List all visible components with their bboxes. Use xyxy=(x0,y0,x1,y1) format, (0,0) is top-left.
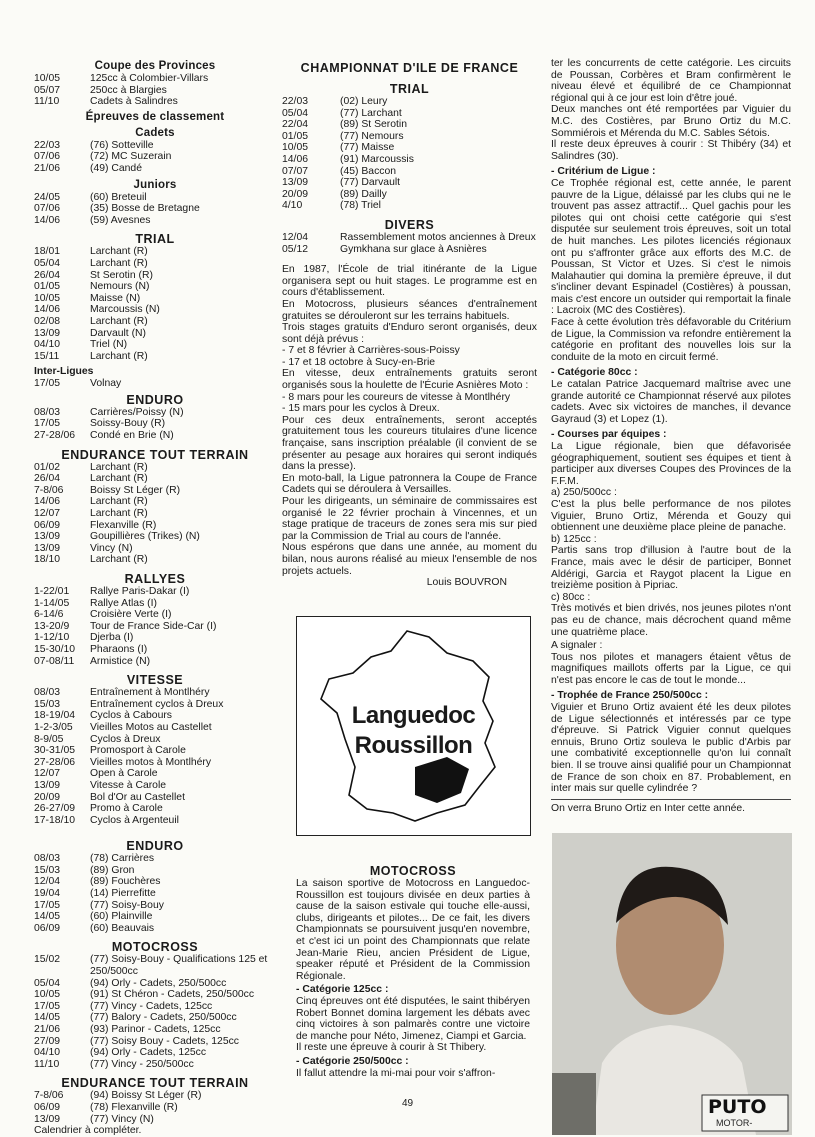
event-name: Larchant (R) xyxy=(90,508,148,520)
schedule-list xyxy=(34,407,276,442)
event-date: 01/05 xyxy=(34,281,61,293)
section-title: ENDURO xyxy=(126,392,184,407)
event-name: (78) Flexanville (R) xyxy=(90,1101,178,1113)
schedule-row xyxy=(34,485,276,497)
event-date: 8-9/05 xyxy=(34,733,64,745)
section-title: TRIAL xyxy=(135,232,175,247)
schedule-row xyxy=(34,339,276,351)
schedule-row xyxy=(34,621,276,633)
paragraph: Pour les dirigeants, un séminaire de commissaires est organisé le 22 février prochain à Vincennes, et un stage pratique de traceurs de zones sera mis sur pied par la Commission de Trial au cours de l'année. xyxy=(282,496,537,542)
schedule-row xyxy=(34,598,276,610)
event-name: Vieilles motos à Montlhéry xyxy=(90,756,212,768)
event-name: (78) Carrières xyxy=(90,853,155,865)
event-name: (45) Baccon xyxy=(340,165,397,177)
event-name: (94) Orly - Cadets, 125cc xyxy=(90,1047,207,1059)
event-name: Vieilles Motos au Castellet xyxy=(90,721,212,733)
event-date: 10/05 xyxy=(34,989,61,1001)
schedule-row xyxy=(34,270,276,282)
schedule-row xyxy=(34,722,276,734)
schedule-row xyxy=(34,554,276,566)
event-name: (94) Orly - Cadets, 250/500cc xyxy=(90,977,227,989)
schedule-row xyxy=(282,166,537,178)
event-name: Armistice (N) xyxy=(90,655,151,667)
schedule-row xyxy=(34,1114,276,1126)
event-date: 14/06 xyxy=(282,153,309,165)
event-date: 21/06 xyxy=(34,162,61,174)
event-date: 27/09 xyxy=(34,1035,61,1047)
event-name: (77) Nemours xyxy=(340,130,404,142)
schedule-row xyxy=(34,989,276,1001)
event-name: (77) Soisy-Bouy xyxy=(90,899,164,911)
paragraph: Nous espérons que dans une année, au moment du bilan, nous aurons réalisé au mieux l'ensemble de nos projets actuels. xyxy=(282,542,537,577)
event-name: Rassemblement motos anciennes à Dreux xyxy=(340,231,536,243)
schedule-row xyxy=(34,656,276,668)
event-name: (91) St Chéron - Cadets, 250/500cc xyxy=(90,989,255,1001)
schedule-row xyxy=(34,304,276,316)
schedule-row xyxy=(34,140,276,152)
event-name: (49) Candé xyxy=(90,162,142,174)
schedule-row xyxy=(34,632,276,644)
signature: Louis BOUVRON xyxy=(426,577,507,589)
schedule-row xyxy=(282,189,537,201)
schedule-row xyxy=(34,1012,276,1024)
schedule-row xyxy=(34,73,276,85)
event-name: (59) Avesnes xyxy=(90,214,151,226)
photo-caption: On verra Bruno Ortiz en Inter cette année. xyxy=(551,802,746,814)
rider-portrait-icon xyxy=(552,833,792,1135)
event-name: Rallye Atlas (I) xyxy=(90,597,157,609)
section-title: Coupe des Provinces xyxy=(94,60,216,72)
schedule-row xyxy=(282,96,537,108)
paragraph: - 8 mars pour les coureurs de vitesse à Montlhéry xyxy=(282,391,511,403)
schedule-row xyxy=(34,900,276,912)
event-date: 14/06 xyxy=(34,304,61,316)
event-name: Rallye Paris-Dakar (I) xyxy=(90,586,190,597)
event-date: 04/10 xyxy=(34,1047,61,1059)
schedule-row xyxy=(34,281,276,293)
event-date: 07/06 xyxy=(34,151,61,163)
event-name: Carrières/Poissy (N) xyxy=(90,406,184,418)
schedule-row xyxy=(34,378,276,390)
event-name: St Serotin (R) xyxy=(90,269,153,281)
schedule-row xyxy=(34,1024,276,1036)
rider-photo: PUTO MOTOR- xyxy=(552,833,792,1135)
schedule-row xyxy=(282,142,537,154)
section-title: VITESSE xyxy=(126,673,184,688)
schedule-row xyxy=(34,203,276,215)
event-name: 125cc à Colombier-Villars xyxy=(90,73,209,84)
schedule-row xyxy=(34,586,276,598)
event-name: Entraînement à Montlhéry xyxy=(90,687,210,699)
event-name: (77) Vincy - Cadets, 125cc xyxy=(90,1000,213,1012)
schedule-row xyxy=(34,1059,276,1071)
event-date: 27-28/06 xyxy=(34,756,76,768)
event-name: (89) Fouchères xyxy=(90,876,161,888)
schedule-row xyxy=(282,131,537,143)
event-date: 22/04 xyxy=(282,119,309,131)
event-name: Tour de France Side-Car (I) xyxy=(90,620,217,632)
section-title: Cadets xyxy=(135,126,175,139)
event-date: 1-12/10 xyxy=(34,632,70,644)
schedule-row xyxy=(282,244,537,256)
event-name: (77) Balory - Cadets, 250/500cc xyxy=(90,1012,237,1024)
schedule-row xyxy=(34,328,276,340)
section-title: Épreuves de classement xyxy=(85,110,225,123)
event-date: 13/09 xyxy=(34,531,61,543)
event-date: 4/10 xyxy=(282,200,303,212)
event-date: 08/03 xyxy=(34,687,61,699)
section-title: ENDURANCE TOUT TERRAIN xyxy=(61,1076,249,1091)
body-text xyxy=(282,264,537,577)
event-date: 05/07 xyxy=(34,84,61,96)
schedule-row xyxy=(34,768,276,780)
schedule-list xyxy=(282,232,537,255)
schedule-row xyxy=(34,911,276,923)
event-date: 1-22/01 xyxy=(34,586,70,597)
event-name: (14) Pierrefitte xyxy=(90,888,156,900)
schedule-row xyxy=(34,163,276,175)
event-date: 10/05 xyxy=(282,142,309,154)
schedule-row xyxy=(34,644,276,656)
event-date: 1-14/05 xyxy=(34,597,70,609)
event-name: Cyclos à Argenteuil xyxy=(90,814,179,826)
event-date: 27-28/06 xyxy=(34,430,76,442)
event-date: 15-30/10 xyxy=(34,643,76,655)
languedoc-column: ter les concurrents de cette catégorie. Les circuits de Poussan, Corbères et Bram confirmèrent le niveau élevé et équilibré de ce Championnat régional qui à ce jour est loin d'être joué. Deux manches ont été remportées par Viguier du M.C. des Costières, par Bruno Ortiz du M.C. Sommiérois et Mérenda du M.C. Sables Sétois. Il reste deux épreuves à courir : St Thibéry (34) et Salindres (30). - Critérium de Ligue : Ce Trophée régional est, cette année, le parent pauvre de la Ligue, délaissé par les clubs qui ne le trouvent pas assez attractif... Quel gachis pour les pilotes qui ont choisi cette catégorie qui s'est disputée sur seulement trois épreuves, soit un total de huit manches. Les pilotes licenciés régionaux ont pu s'affronter grâce aux efforts des M.C. de Poussan, St Victor et Uzes. Si c'est le nimois Malahautier qui domina la première épreuve, il dut s'incliner devant Espinadel (Costières) à poussan, mais c'est encore un outsider qui remportait la finale : Lacroix (MC des Costières). Face à cette évolution très défavorable du Critérium de Ligue, la Commission va refondre entièrement la catégorie en profitant des nouvelles lois sur la conduite de la moto en circuit fermé. - Catégorie 80cc : Le catalan Patrice Jacquemard maîtrise avec une grande autorité ce Championnat réservé aux pilotes cadets. Avec six victoires de manches, il devance Gayraud (3) et Lopez (1). - Courses par équipes : La Ligue régionale, bien que défavorisée géographiquement, soutient ses équipes et tient à participer aux diverses Coupes des Provinces de la F.F.M. a) 250/500cc : C'est la plus belle performance de nos pilotes Viguier, Bruno Ortiz, Mérenda et Gouzy qui obtiennent une deuxième place pleine de panache. b) 125cc : Partis sans trop d'illusion à l'autre bout de la France, mais avec le désir de participer, Bonnet Aldérigi, Garcia et Raygot placent la Ligue en treizième position à Pipriac. c) 80cc : Très motivés et bien drivés, nos jeunes pilotes n'ont pas eu de chance, mais décrochent quand même une quatrième place. A signaler : Tous nos pilotes et managers étaient vêtus de magnifiques maillots offerts par la Ligue, ce qui n'est pas encore le cas de tout le monde... - Trophée de France 250/500cc : Viguier et Bruno Ortiz avaient été les deux pilotes de Ligue sélectionnés et intéressés par ce type d'épreuve. Si Patrick Viguier connut quelques ennuis, Bruno Ortiz souleva le public d'Arbis par une combativité exceptionnelle qu'on lui connaît bien. Il se trouve ainsi qualifié pour un Championnat de France de son choix en 87. Probablement, en inter mais sur quelle cylindrée ? On verra Bruno Ortiz en Inter cette année. xyxy=(551,58,791,814)
event-name: Maisse (N) xyxy=(90,292,141,304)
event-date: 05/12 xyxy=(282,243,309,255)
event-name: (60) Breteuil xyxy=(90,191,147,203)
schedule-row xyxy=(34,978,276,990)
event-date: 06/09 xyxy=(34,922,61,934)
event-date: 22/03 xyxy=(34,139,61,151)
schedule-row xyxy=(34,246,276,258)
paragraph: - 15 mars pour les cyclos à Dreux. xyxy=(282,403,440,415)
event-date: 13-20/9 xyxy=(34,620,70,632)
schedule-row xyxy=(34,815,276,827)
paragraph: En vitesse, deux entraînements gratuits seront organisés sous la houlette de l'Écurie Asnières Moto : xyxy=(282,368,537,392)
event-name: (77) Vincy - 250/500cc xyxy=(90,1058,194,1070)
schedule-row xyxy=(282,232,537,244)
event-name: (60) Beauvais xyxy=(90,922,155,934)
event-date: 26/04 xyxy=(34,269,61,281)
schedule-row xyxy=(34,316,276,328)
schedule-row xyxy=(34,780,276,792)
section-title: Juniors xyxy=(133,178,177,191)
event-name: (76) Sotteville xyxy=(90,139,154,151)
event-name: Vincy (N) xyxy=(90,542,133,554)
event-date: 14/05 xyxy=(34,911,61,923)
schedule-row xyxy=(34,418,276,430)
event-name: Bol d'Or au Castellet xyxy=(90,791,185,803)
schedule-row xyxy=(34,85,276,97)
paragraph: Pour ces deux entraînements, seront acceptés gratuitement tous les coureurs titulaires d'une licence française, sans inscription préalable (il convient de se présenter au pesage aux horaires qui seront indiqués dans la presse). xyxy=(282,414,537,473)
schedule-row xyxy=(34,1001,276,1013)
event-name: (72) MC Suzerain xyxy=(90,151,172,163)
event-name: (89) Gron xyxy=(90,864,135,876)
paragraph: Trois stages gratuits d'Enduro seront organisés, deux sont déjà prévus : xyxy=(282,322,537,345)
event-name: Larchant (R) xyxy=(90,315,148,327)
event-date: 07/06 xyxy=(34,203,61,215)
event-date: 11/10 xyxy=(34,96,60,108)
event-date: 01/02 xyxy=(34,461,61,473)
section-title: RALLYES xyxy=(124,572,186,586)
footer-note: Calendrier à compléter. xyxy=(34,1125,142,1137)
event-name: (77) Vincy (N) xyxy=(90,1113,154,1125)
event-name: Volnay xyxy=(90,378,122,390)
schedule-row xyxy=(34,531,276,543)
schedule-list xyxy=(282,96,537,212)
event-date: 06/09 xyxy=(34,519,61,531)
schedule-row xyxy=(34,865,276,877)
schedule-row xyxy=(34,1047,276,1059)
event-date: 21/06 xyxy=(34,1024,61,1035)
event-name: (93) Parinor - Cadets, 125cc xyxy=(90,1024,221,1035)
section-title: DIVERS xyxy=(384,217,435,232)
schedule-row xyxy=(34,462,276,474)
schedule-list xyxy=(34,73,276,108)
schedule-list xyxy=(34,954,276,1070)
event-name: Croisière Verte (I) xyxy=(90,609,172,621)
event-date: 12/04 xyxy=(34,876,61,888)
schedule-row xyxy=(34,430,276,442)
event-date: 20/09 xyxy=(34,791,61,803)
event-name: Cyclos à Cabours xyxy=(90,710,173,722)
page-number: 49 xyxy=(401,1098,414,1109)
event-date: 18/10 xyxy=(34,554,61,566)
event-date: 04/10 xyxy=(34,339,61,351)
schedule-list xyxy=(34,853,276,934)
schedule-row xyxy=(34,192,276,204)
event-date: 01/05 xyxy=(282,130,309,142)
schedule-row xyxy=(282,200,537,212)
schedule-row xyxy=(34,757,276,769)
event-name: (94) Boissy St Léger (R) xyxy=(90,1090,202,1102)
schedule-row xyxy=(34,520,276,532)
event-name: Goupillières (Trikes) (N) xyxy=(90,531,200,543)
schedule-row xyxy=(34,96,276,108)
event-name: Darvault (N) xyxy=(90,327,147,339)
event-name: (35) Bosse de Bretagne xyxy=(90,203,200,215)
event-date: 12/07 xyxy=(34,768,61,780)
event-date: 18/01 xyxy=(34,246,61,258)
schedule-row xyxy=(34,496,276,508)
schedule-row xyxy=(282,177,537,189)
event-date: 02/08 xyxy=(34,315,61,327)
schedule-row xyxy=(34,853,276,865)
section-title: Inter-Ligues xyxy=(34,366,94,378)
event-date: 30-31/05 xyxy=(34,745,76,757)
schedule-row xyxy=(34,258,276,270)
event-date: 12/04 xyxy=(282,231,309,243)
region-map-logo xyxy=(296,616,531,836)
ile-de-france-column xyxy=(282,62,537,589)
schedule-row xyxy=(34,803,276,815)
event-date: 26/04 xyxy=(34,473,61,485)
event-name: (89) Dailly xyxy=(340,188,387,200)
schedule-list xyxy=(34,462,276,566)
event-name: Gymkhana sur glace à Asnières xyxy=(340,243,487,255)
schedule-row xyxy=(34,151,276,163)
event-name: Promosport à Carole xyxy=(90,745,186,757)
schedule-row xyxy=(34,293,276,305)
event-date: 10/05 xyxy=(34,73,61,84)
event-name: (77) Soisy-Bouy - Qualifications 125 et 250/500cc xyxy=(90,954,268,978)
event-date: 07/07 xyxy=(282,165,309,177)
event-date: 12/07 xyxy=(34,508,61,520)
event-date: 13/09 xyxy=(34,1113,61,1125)
section-title: TRIAL xyxy=(389,82,430,96)
calendar-column xyxy=(34,60,276,1137)
schedule-list xyxy=(34,192,276,227)
event-date: 14/05 xyxy=(34,1012,61,1024)
schedule-row xyxy=(34,876,276,888)
event-date: 17/05 xyxy=(34,1000,61,1012)
motocross-article: MOTOCROSS La saison sportive de Motocross en Languedoc-Roussillon est toujours divisée en deux parties à cause de la saison estivale qui touche elle-aussi, clubs, dirigeants et pilotes... De ce fait, les divers Championnats se poursuivent jusqu'en novembre, et c'est ici un point des Championnats que relate Jean-Marie Rieu, ancien Président de Ligue, speaker réputé et Président de la Commission Régionale. - Catégorie 125cc : Cinq épreuves ont été disputées, le saint thibéryen Robert Bonnet domina largement les débats avec cinq victoires à son palmarès contre une victoire de manche pour Néto, Jimenez, Ciampi et Garcia. Il reste une épreuve à courir à St Thibery. - Catégorie 250/500cc : Il fallut attendre la mi-mai pour voir s'affron- xyxy=(296,864,530,1079)
schedule-row xyxy=(34,745,276,757)
schedule-row xyxy=(34,923,276,935)
event-date: 05/04 xyxy=(282,107,309,119)
region-name: Languedoc Roussillon xyxy=(351,702,476,759)
event-date: 14/06 xyxy=(34,214,61,226)
paragraph: - 7 et 8 février à Carrières-sous-Poissy xyxy=(282,345,460,357)
event-name: Cyclos à Dreux xyxy=(90,733,161,745)
event-name: Flexanville (R) xyxy=(90,519,157,531)
event-date: 6-14/6 xyxy=(34,609,64,621)
event-name: Pharaons (I) xyxy=(90,643,148,655)
schedule-list xyxy=(34,378,276,390)
event-date: 06/09 xyxy=(34,1101,61,1113)
event-name: Soissy-Bouy (R) xyxy=(90,418,166,430)
event-date: 14/06 xyxy=(34,496,61,508)
event-name: (77) Maisse xyxy=(340,142,395,154)
event-name: (77) Soisy Bouy - Cadets, 125cc xyxy=(90,1035,240,1047)
event-date: 17-18/10 xyxy=(34,814,76,826)
event-name: Larchant (R) xyxy=(90,461,148,473)
schedule-row xyxy=(282,119,537,131)
paragraph: En 1987, l'École de trial itinérante de la Ligue organisera sept ou huit stages. Le programme est en cours d'établissement. xyxy=(282,264,537,299)
event-name: Larchant (R) xyxy=(90,496,148,508)
event-name: Vitesse à Carole xyxy=(90,779,167,791)
event-name: (91) Marcoussis xyxy=(340,153,414,165)
event-date: 20/09 xyxy=(282,188,309,200)
schedule-list xyxy=(34,687,276,826)
event-name: Promo à Carole xyxy=(90,803,163,815)
event-name: (77) Larchant xyxy=(340,107,402,119)
paragraph: En Motocross, plusieurs séances d'entraînement gratuites se dérouleront sur les terrains habituels. xyxy=(282,298,537,322)
event-date: 7-8/06 xyxy=(34,1090,64,1102)
schedule-row xyxy=(34,710,276,722)
event-date: 15/03 xyxy=(34,698,61,710)
event-name: Cadets à Salindres xyxy=(90,96,178,108)
event-name: Condé en Brie (N) xyxy=(90,430,174,442)
section-title: ENDURANCE TOUT TERRAIN xyxy=(61,447,249,462)
section-title: MOTOCROSS xyxy=(369,864,457,878)
schedule-row xyxy=(282,154,537,166)
event-date: 18-19/04 xyxy=(34,710,76,722)
schedule-row xyxy=(34,215,276,227)
event-date: 17/05 xyxy=(34,378,61,390)
event-date: 24/05 xyxy=(34,191,61,203)
event-name: Djerba (I) xyxy=(90,632,134,644)
event-date: 13/09 xyxy=(34,779,61,791)
section-title: MOTOCROSS xyxy=(111,940,199,955)
schedule-row xyxy=(34,734,276,746)
event-name: Larchant (R) xyxy=(90,473,148,485)
schedule-row xyxy=(34,699,276,711)
event-date: 7-8/06 xyxy=(34,484,64,496)
schedule-list xyxy=(34,246,276,362)
paragraph: - 17 et 18 octobre à Sucy-en-Brie xyxy=(282,356,436,368)
paragraph: En moto-ball, la Ligue patronnera la Coupe de France Cadets qui se déroulera à Versailles. xyxy=(282,472,537,496)
event-date: 15/02 xyxy=(34,954,61,966)
event-name: (60) Plainville xyxy=(90,911,153,923)
event-date: 26-27/09 xyxy=(34,803,76,815)
event-date: 13/09 xyxy=(34,327,61,339)
schedule-list xyxy=(34,140,276,175)
event-date: 19/04 xyxy=(34,888,61,900)
event-date: 1-2-3/05 xyxy=(34,721,73,733)
event-date: 17/05 xyxy=(34,418,61,430)
event-date: 07-08/11 xyxy=(34,655,75,667)
event-name: Triel (N) xyxy=(90,339,128,351)
event-name: Boissy St Léger (R) xyxy=(90,484,181,496)
event-date: 08/03 xyxy=(34,853,61,865)
event-date: 22/03 xyxy=(282,96,309,107)
event-date: 11/10 xyxy=(34,1058,60,1070)
schedule-row xyxy=(34,351,276,363)
section-title: ENDURO xyxy=(126,839,184,854)
schedule-row xyxy=(34,609,276,621)
schedule-row xyxy=(34,508,276,520)
event-name: Larchant (R) xyxy=(90,554,148,566)
event-date: 15/11 xyxy=(34,350,60,362)
schedule-list xyxy=(34,586,276,667)
event-name: Nemours (N) xyxy=(90,281,150,293)
schedule-row xyxy=(34,407,276,419)
event-name: (77) Darvault xyxy=(340,177,401,189)
event-name: Larchant (R) xyxy=(90,246,148,258)
schedule-row xyxy=(34,543,276,555)
event-date: 05/04 xyxy=(34,257,61,269)
schedule-row xyxy=(34,792,276,804)
event-name: (02) Leury xyxy=(340,96,388,107)
article-title: CHAMPIONNAT D'ILE DE FRANCE xyxy=(300,61,519,75)
schedule-row xyxy=(34,473,276,485)
event-name: (89) St Serotin xyxy=(340,119,407,131)
event-date: 10/05 xyxy=(34,292,61,304)
event-date: 15/03 xyxy=(34,864,61,876)
event-name: (78) Triel xyxy=(340,200,381,212)
event-name: Larchant (R) xyxy=(90,350,148,362)
schedule-row xyxy=(34,687,276,699)
event-date: 13/09 xyxy=(282,177,309,189)
event-date: 05/04 xyxy=(34,977,61,989)
event-name: Entraînement cyclos à Dreux xyxy=(90,698,224,710)
event-name: 250cc à Blargies xyxy=(90,84,167,96)
schedule-row xyxy=(34,954,276,977)
event-date: 08/03 xyxy=(34,406,61,418)
schedule-row xyxy=(34,888,276,900)
schedule-row xyxy=(34,1036,276,1048)
event-date: 13/09 xyxy=(34,542,61,554)
event-name: Larchant (R) xyxy=(90,257,148,269)
event-name: Open à Carole xyxy=(90,768,158,780)
event-name: Marcoussis (N) xyxy=(90,304,160,316)
schedule-row xyxy=(282,108,537,120)
event-date: 17/05 xyxy=(34,899,61,911)
